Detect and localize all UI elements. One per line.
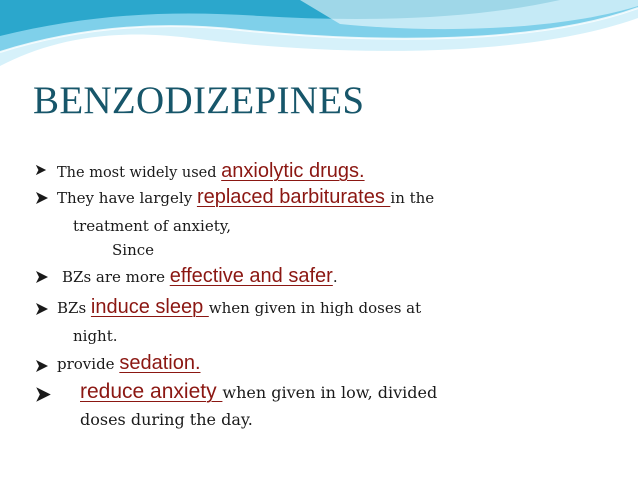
text-run: BZs [57, 299, 91, 317]
arrow-bullet-icon [35, 270, 49, 284]
bullet-line [57, 352, 201, 375]
bullet-line [73, 326, 118, 345]
highlight-run: sedation. [119, 352, 201, 374]
bullet-line [112, 240, 154, 259]
arrow-bullet-icon [35, 191, 49, 205]
text-run: . [332, 268, 338, 286]
highlight-run: effective and safer [169, 265, 333, 287]
text-run: BZs are more [62, 268, 170, 286]
header-wave-decoration [0, 0, 638, 80]
text-run: Since [112, 241, 155, 259]
bullet-line [80, 380, 437, 404]
arrow-bullet-icon [35, 359, 49, 373]
highlight-run: induce sleep [90, 296, 209, 318]
text-run: provide [57, 355, 120, 373]
highlight-run: anxiolytic drugs. [221, 160, 365, 182]
text-run: night. [73, 327, 118, 345]
text-run: when given in high doses at [208, 299, 422, 317]
arrow-bullet-icon [35, 164, 47, 176]
bullet-line [57, 160, 365, 183]
text-run: when given in low, divided [222, 383, 438, 402]
bullet-line [73, 216, 231, 235]
slide-title: BENZODIZEPINES [33, 79, 365, 122]
text-run: treatment of anxiety, [73, 217, 231, 235]
text-run: doses during the day. [80, 410, 253, 429]
text-run: in the [390, 189, 435, 207]
text-run: The most widely used [57, 165, 222, 181]
bullet-line [57, 296, 421, 319]
bullet-line [57, 186, 434, 209]
highlight-run: replaced barbiturates [196, 186, 391, 208]
text-run: They have largely [57, 189, 197, 207]
bullet-line [62, 265, 338, 288]
arrow-bullet-icon [35, 386, 52, 403]
highlight-run: reduce anxiety [80, 380, 223, 403]
arrow-bullet-icon [35, 302, 49, 316]
bullet-line [80, 410, 253, 429]
